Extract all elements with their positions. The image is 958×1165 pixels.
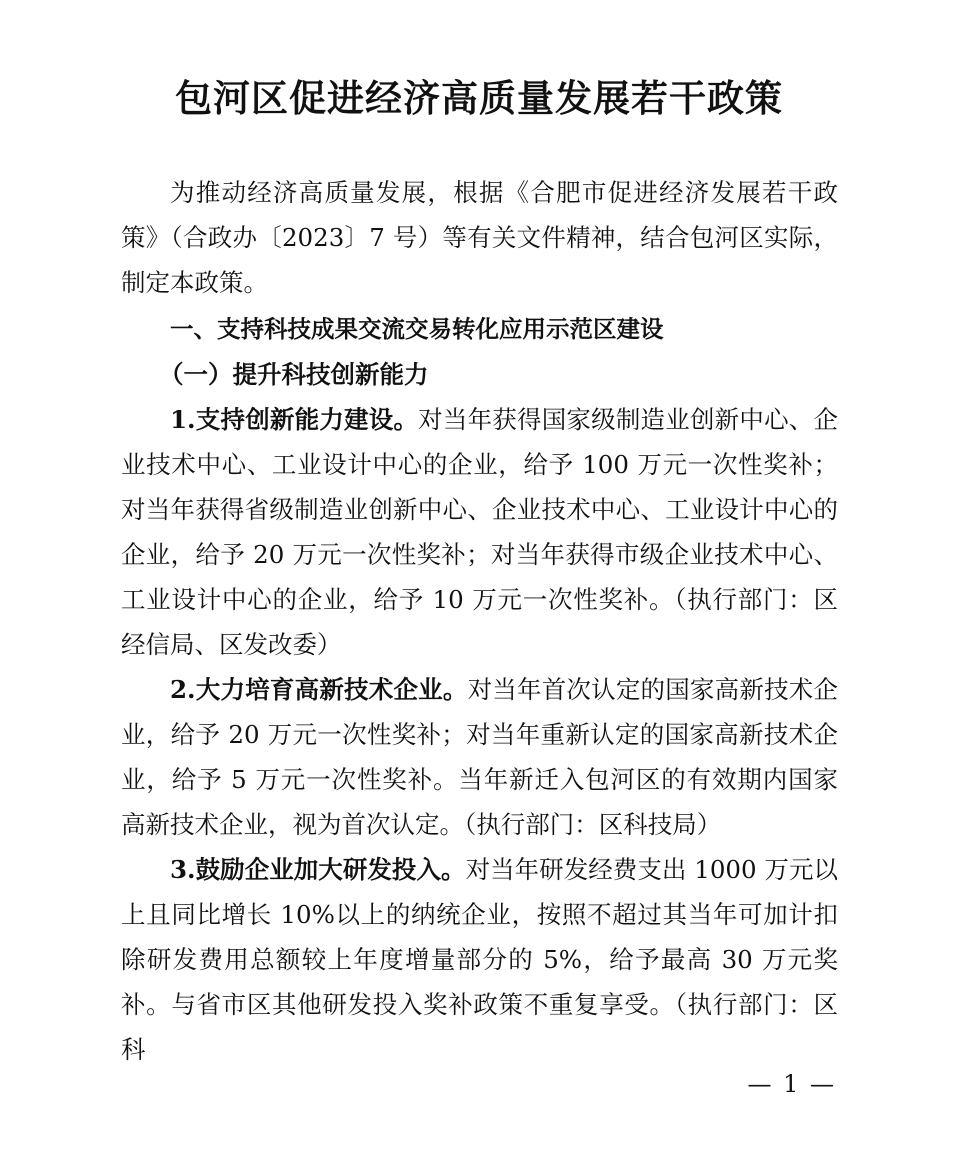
- page-number: — 1 —: [747, 1070, 836, 1098]
- document-body: [121, 170, 838, 1072]
- policy-item-2-text: 对当年首次认定的国家高新技术企业，给予 20 万元一次性奖补；对当年重新认定的国家高新技术企业，给予 5 万元一次性奖补。当年新迁入包河区的有效期内国家高新技术企业，视为首次认定。（执行部门：区科技局）: [121, 675, 838, 839]
- policy-item-2: [121, 667, 838, 847]
- policy-item-1-heading: 1.支持创新能力建设。: [170, 405, 419, 434]
- document-title: 包河区促进经济高质量发展若干政策: [175, 76, 783, 120]
- policy-item-1-text: 对当年获得国家级制造业创新中心、企业技术中心、工业设计中心的企业，给予 100 万元一次性奖补；对当年获得省级制造业创新中心、企业技术中心、工业设计中心的企业，给予 20 万元一次性奖补；对当年获得市级企业技术中心、工业设计中心的企业，给予 10 万元一次性奖补。（执行部门：区经信局、区发改委）: [121, 405, 839, 659]
- preamble-paragraph: 为推动经济高质量发展，根据《合肥市促进经济发展若干政策》（合政办〔2023〕7 号）等有关文件精神，结合包河区实际，制定本政策。: [121, 178, 838, 297]
- policy-item-3-text: 对当年研发经费支出 1000 万元以上且同比增长 10%以上的纳统企业，按照不超过其当年可加计扣除研发费用总额较上年度增量部分的 5%，给予最高 30 万元奖补。与省市区其他研发投入奖补政策不重复享受。（执行部门：区科: [121, 855, 838, 1064]
- policy-item-3-heading: 3.鼓励企业加大研发投入。: [170, 855, 466, 884]
- policy-item-2-heading: 2.大力培育高新技术企业。: [170, 675, 468, 704]
- policy-item-1: [121, 397, 838, 667]
- subsection-heading: （一）提升科技创新能力: [159, 360, 429, 389]
- policy-item-3: [121, 847, 838, 1072]
- section-heading: 一、支持科技成果交流交易转化应用示范区建设: [170, 315, 664, 343]
